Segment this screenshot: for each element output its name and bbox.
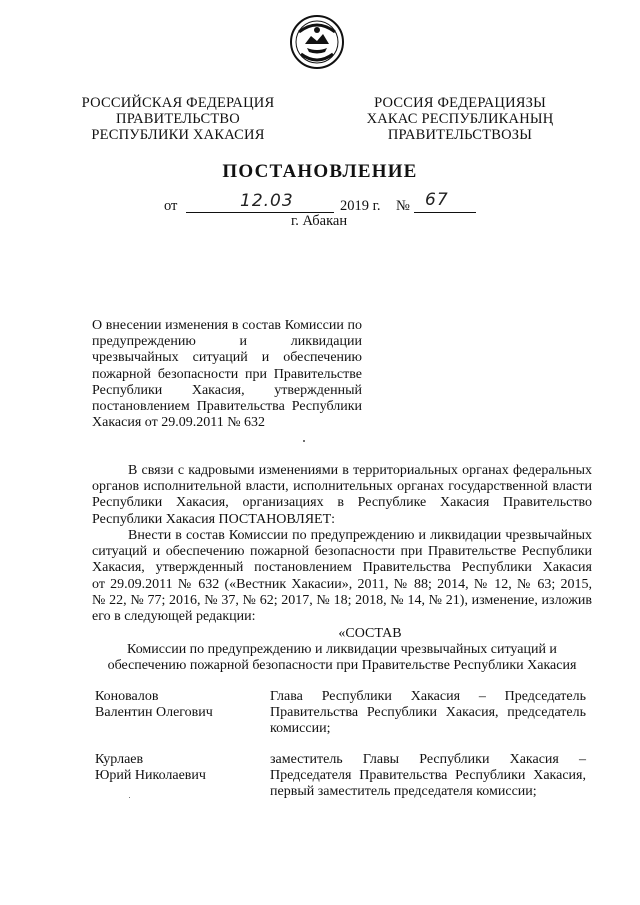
document-title: ПОСТАНОВЛЕНИЕ (222, 161, 418, 182)
member-surname: Коновалов (95, 689, 159, 704)
member-role (270, 689, 586, 738)
member-given-names: Юрий Николаевич (95, 768, 206, 784)
header-right-block (360, 95, 560, 143)
composition-subheading-line: Комиссии по предупреждению и ликвидации чрезвычайных ситуаций и (127, 642, 557, 657)
header-left-block (78, 95, 278, 143)
subject-line: постановлением Правительства Республики (92, 399, 362, 415)
composition-subheading (92, 642, 592, 674)
member-role-line: заместитель Главы Республики Хакасия – (270, 752, 586, 767)
subject-line: Республики Хакасия, утвержденный (92, 382, 362, 398)
header-right-line: ХАКАС РЕСПУБЛИКАНЫҢ (366, 111, 554, 127)
subject-line: пожарной безопасности при Правительстве (92, 366, 362, 382)
document-subject (92, 318, 362, 431)
header-right-line: РОССИЯ ФЕДЕРАЦИЯЗЫ (374, 95, 546, 111)
subject-line: Хакасия от 29.09.2011 № 632 (92, 415, 266, 431)
date-handwritten: 12.03 (240, 191, 294, 211)
preamble-line: Республики Хакасия ПОСТАНОВЛЯЕТ: (92, 511, 336, 527)
preamble-paragraph (92, 463, 592, 528)
member-name (95, 752, 255, 784)
clause-line: ситуаций и обеспечению пожарной безопасности при Правительстве Республики (92, 544, 592, 560)
member-role-line: Правительства Республики Хакасия, председатель (270, 705, 586, 721)
member-name (95, 689, 255, 721)
date-prefix: от (164, 198, 178, 214)
member-role (270, 752, 586, 801)
clause-line: Внести в состав Комиссии по предупреждению и ликвидации чрезвычайных (128, 528, 592, 543)
composition-subheading-line: обеспечению пожарной безопасности при Правительстве Республики Хакасия (107, 658, 577, 674)
subject-line: О внесении изменения в состав Комиссии по (92, 318, 362, 333)
preamble-line: Республики Хакасия, организациях в Республике Хакасия Правительство (92, 495, 592, 511)
year-text: 2019 г. (340, 198, 381, 214)
preamble-line: органов исполнительной власти, исполнительных органах государственной власти (92, 479, 592, 495)
number-handwritten: 67 (425, 190, 449, 210)
number-sign: № (396, 198, 410, 214)
city: г. Абакан (291, 213, 348, 229)
preamble-line: В связи с кадровыми изменениями в территориальных органах федеральных (128, 463, 592, 478)
member-role-line: первый заместитель председателя комиссии; (270, 784, 537, 800)
header-left-line: ПРАВИТЕЛЬСТВО (116, 111, 240, 127)
stray-dot (303, 440, 305, 442)
stray-dot (129, 797, 130, 798)
number-underline (414, 212, 476, 213)
clause-line: Хакасия, утвержденный постановлением Правительства Республики Хакасия (92, 560, 592, 576)
subject-line: предупреждению и ликвидации (92, 334, 362, 350)
member-role-line: Глава Республики Хакасия – Председатель (270, 689, 586, 704)
header-left-line: РОССИЙСКАЯ ФЕДЕРАЦИЯ (81, 95, 275, 111)
clause-line: его в следующей редакции: (92, 609, 256, 625)
coat-of-arms-seal (289, 14, 345, 70)
member-role-line: комиссии; (270, 721, 331, 737)
clause-line: № 22, № 77; 2016, № 37, № 62; 2017, № 18; 2018, № 14, № 21), изменение, изложив (92, 592, 592, 608)
header-right-line: ПРАВИТЕЛЬСТВОЗЫ (387, 127, 533, 143)
header-left-line: РЕСПУБЛИКИ ХАКАСИЯ (91, 127, 265, 143)
clause-line: от 29.09.2011 № 632 («Вестник Хакасии», 2011, № 88; 2014, № 12, № 63; 2015, (92, 576, 592, 592)
clause-paragraph (92, 528, 592, 625)
member-role-line: Председателя Правительства Республики Хакасия, (270, 768, 586, 784)
member-surname: Курлаев (95, 752, 144, 767)
member-given-names: Валентин Олегович (95, 705, 213, 721)
subject-line: чрезвычайных ситуаций и обеспечению (92, 350, 362, 366)
composition-heading: «СОСТАВ (338, 626, 402, 641)
